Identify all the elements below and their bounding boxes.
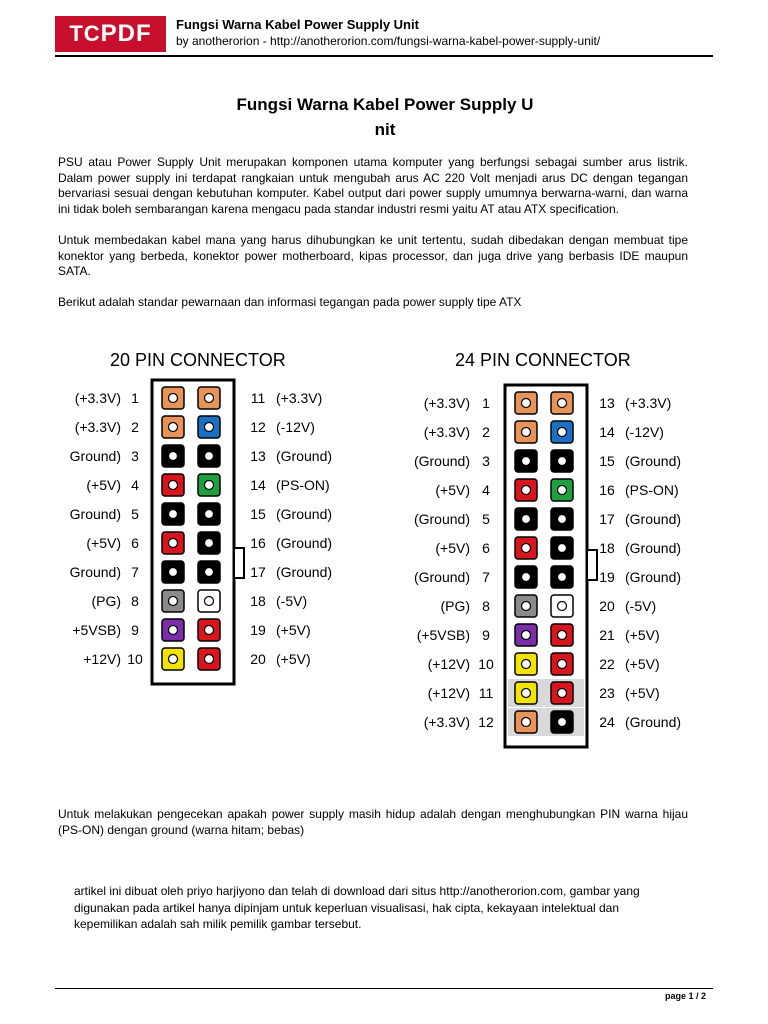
connector20-num-13: 13: [250, 448, 266, 464]
connector24-pin-6-hole: [522, 544, 531, 553]
connector20-latch: [234, 548, 244, 578]
connector24-pin-24-hole: [558, 718, 567, 727]
credit-note: artikel ini dibuat oleh priyo harjiyono dan telah di download dari situs http://anotherorion.com, gambar yang digunakan pada artikel hanya dipinjam untuk keperluan visualisasi, hak cipta, kekayaan intelektual dan kepemilikan adalah sah milik pemilik gambar tersebut.: [74, 884, 640, 931]
connector24-num-1: 1: [482, 395, 490, 411]
paragraph-connectors: Untuk membedakan kabel mana yang harus dihubungkan ke unit tertentu, sudah dibedakan dengan membuat tipe konektor yang berbeda, konektor power motherboard, kipas processor, dan juga drive yang berbasis IDE maupun SATA.: [58, 233, 688, 278]
connector24-pin-21-hole: [558, 631, 567, 640]
connector20-num-18: 18: [250, 593, 266, 609]
connector24-label-20: (-5V): [625, 598, 657, 614]
connector24-label-16: (PS-ON): [625, 482, 679, 498]
connector24-label-3: (Ground): [413, 453, 470, 469]
connector20-num-16: 16: [250, 535, 266, 551]
connector24-num-2: 2: [482, 424, 490, 440]
connector24-pin-22-hole: [558, 660, 567, 669]
connector20-pin-15-hole: [205, 510, 214, 519]
connector20-num-7: 7: [131, 564, 139, 580]
connector20-pin-10-hole: [169, 655, 178, 664]
connector20-num-4: 4: [131, 477, 139, 493]
connector24-num-3: 3: [482, 453, 490, 469]
connector20-label-17: (Ground): [276, 564, 333, 580]
connector24-label-9: (+5VSB): [416, 627, 470, 643]
connector24-label-7: (Ground): [413, 569, 470, 585]
connector20-label-4: (+5V): [86, 477, 121, 493]
connector20-num-12: 12: [250, 419, 266, 435]
connector24-label-10: (+12V): [427, 656, 470, 672]
header-subtitle: by anotherorion - http://anotherorion.com/fungsi-warna-kabel-power-supply-unit/: [176, 34, 601, 48]
connector20-num-20: 20: [250, 651, 266, 667]
connector24-label-2: (+3.3V): [423, 424, 470, 440]
connector24-num-6: 6: [482, 540, 490, 556]
connector20-pin-2-hole: [169, 423, 178, 432]
connector20-num-15: 15: [250, 506, 266, 522]
connector20-num-3: 3: [131, 448, 139, 464]
connector24-pin-18-hole: [558, 544, 567, 553]
connector24-num-22: 22: [599, 656, 615, 672]
connector20-pin-6-hole: [169, 539, 178, 548]
connector20-label-20: (+5V): [276, 651, 311, 667]
connector24-pin-19-hole: [558, 573, 567, 582]
connector24-num-16: 16: [599, 482, 615, 498]
connector24-label-11: (+12V): [427, 685, 470, 701]
connector24-pin-7-hole: [522, 573, 531, 582]
connector20-num-14: 14: [250, 477, 266, 493]
connector20-label-18: (-5V): [276, 593, 308, 609]
paragraph-standard: Berikut adalah standar pewarnaan dan informasi tegangan pada power supply tipe ATX: [58, 295, 522, 309]
paragraph-check: Untuk melakukan pengecekan apakah power supply masih hidup adalah dengan menghubungkan PIN warna hijau (PS-ON) dengan ground (warna hitam; bebas): [58, 807, 688, 837]
connector24-pin-13-hole: [558, 399, 567, 408]
connector24-num-13: 13: [599, 395, 615, 411]
connector24-label-18: (Ground): [625, 540, 682, 556]
connector24-label-22: (+5V): [625, 656, 660, 672]
connector24-pin-17-hole: [558, 515, 567, 524]
connector24-pin-11-hole: [522, 689, 531, 698]
connector24-num-4: 4: [482, 482, 490, 498]
connector24-title: 24 PIN CONNECTOR: [455, 350, 631, 370]
connector24-label-14: (-12V): [625, 424, 664, 440]
connector20-label-7: Ground): [69, 564, 121, 580]
connector24-num-7: 7: [482, 569, 490, 585]
connector20-num-2: 2: [131, 419, 139, 435]
connector20-pin-18-hole: [205, 597, 214, 606]
connector20-pin-9-hole: [169, 626, 178, 635]
connector24-pin-14-hole: [558, 428, 567, 437]
connector20-num-5: 5: [131, 506, 139, 522]
connector24-pin-1-hole: [522, 399, 531, 408]
page-number: page 1 / 2: [664, 991, 706, 1001]
connector24-num-24: 24: [599, 714, 615, 730]
connector24-label-19: (Ground): [625, 569, 682, 585]
connector24-label-5: (Ground): [413, 511, 470, 527]
connector24-num-14: 14: [599, 424, 615, 440]
connector20-num-11: 11: [250, 390, 266, 406]
paragraph-intro: PSU atau Power Supply Unit merupakan komponen utama komputer yang berfungsi sebagai sumber arus listrik. Dalam power supply ini terdapat rangkaian untuk mengubah arus AC 220 Volt menjadi arus DC dengan tegangan bervariasi sesuai dengan kebutuhan komputer. Kabel output dari power supply umumnya berwarna-warni, dan warna ini tidak boleh sembarangan karena mengacu pada standar industri resmi yaitu AT atau ATX specification.: [58, 155, 688, 216]
connector24-pin-8-hole: [522, 602, 531, 611]
connector20-label-16: (Ground): [276, 535, 333, 551]
connector24-num-20: 20: [599, 598, 615, 614]
connector20-num-8: 8: [131, 593, 139, 609]
connector20-label-9: +5VSB): [72, 622, 121, 638]
connector24-num-9: 9: [482, 627, 490, 643]
connector20-num-19: 19: [250, 622, 266, 638]
connector20-num-17: 17: [250, 564, 266, 580]
connector20-num-1: 1: [131, 390, 139, 406]
connector20-pin-8-hole: [169, 597, 178, 606]
connector20-label-8: (PG): [91, 593, 121, 609]
connector24-latch: [587, 550, 597, 580]
connector20-label-10: +12V): [83, 651, 121, 667]
connector20-pin-4-hole: [169, 481, 178, 490]
connector24-label-8: (PG): [440, 598, 470, 614]
connector24-pin-10-hole: [522, 660, 531, 669]
connector24-label-12: (+3.3V): [423, 714, 470, 730]
connector24-pin-9-hole: [522, 631, 531, 640]
connector20-num-9: 9: [131, 622, 139, 638]
footer-rule: [55, 988, 713, 989]
connector20-label-19: (+5V): [276, 622, 311, 638]
connector24-label-21: (+5V): [625, 627, 660, 643]
connector20-pin-17-hole: [205, 568, 214, 577]
connector20-label-5: Ground): [69, 506, 121, 522]
connector24-pin-2-hole: [522, 428, 531, 437]
connector24-label-1: (+3.3V): [423, 395, 470, 411]
connector24-label-24: (Ground): [625, 714, 682, 730]
connector24-pin-12-hole: [522, 718, 531, 727]
connector20-pin-5-hole: [169, 510, 178, 519]
connector20-label-3: Ground): [69, 448, 121, 464]
connector24-num-17: 17: [599, 511, 615, 527]
connector20-label-13: (Ground): [276, 448, 333, 464]
logo-tc-text: TC: [69, 21, 101, 46]
connector24-pin-5-hole: [522, 515, 531, 524]
connector24-label-6: (+5V): [435, 540, 470, 556]
header-title: Fungsi Warna Kabel Power Supply Unit: [176, 17, 419, 32]
connector20-num-6: 6: [131, 535, 139, 551]
connector24-num-15: 15: [599, 453, 615, 469]
connector20-pin-1-hole: [169, 394, 178, 403]
connector24-num-21: 21: [599, 627, 615, 643]
connector24-label-15: (Ground): [625, 453, 682, 469]
connector24-pin-16-hole: [558, 486, 567, 495]
connector20-title: 20 PIN CONNECTOR: [110, 350, 286, 370]
connector20-pin-11-hole: [205, 394, 214, 403]
document-title-line2: nit: [374, 120, 396, 139]
connector20-pin-12-hole: [205, 423, 214, 432]
connector24-pin-20-hole: [558, 602, 567, 611]
connector24-pin-3-hole: [522, 457, 531, 466]
connector24-num-18: 18: [599, 540, 615, 556]
connector20-label-14: (PS-ON): [276, 477, 330, 493]
connector20-label-12: (-12V): [276, 419, 315, 435]
connector24-label-23: (+5V): [625, 685, 660, 701]
connector24-pin-15-hole: [558, 457, 567, 466]
connector24-num-8: 8: [482, 598, 490, 614]
logo-pdf-text: PDF: [100, 20, 152, 47]
document-title-line1: Fungsi Warna Kabel Power Supply U: [236, 95, 534, 114]
connector20-num-10: 10: [127, 651, 143, 667]
connector24-num-12: 12: [478, 714, 494, 730]
connector20-label-6: (+5V): [86, 535, 121, 551]
connector24-label-13: (+3.3V): [625, 395, 672, 411]
connector24-label-4: (+5V): [435, 482, 470, 498]
connector24-pin-4-hole: [522, 486, 531, 495]
connector20-label-1: (+3.3V): [74, 390, 121, 406]
connector20-label-15: (Ground): [276, 506, 333, 522]
connector20-pin-7-hole: [169, 568, 178, 577]
connector20-label-2: (+3.3V): [74, 419, 121, 435]
connector24-num-5: 5: [482, 511, 490, 527]
connector20-pin-3-hole: [169, 452, 178, 461]
connector24-num-19: 19: [599, 569, 615, 585]
connector20-pin-14-hole: [205, 481, 214, 490]
connector24-num-23: 23: [599, 685, 615, 701]
connector24-num-11: 11: [478, 685, 494, 701]
connector20-label-11: (+3.3V): [276, 390, 323, 406]
connector20-pin-19-hole: [205, 626, 214, 635]
connector20-pin-20-hole: [205, 655, 214, 664]
connector20-pin-13-hole: [205, 452, 214, 461]
connector24-label-17: (Ground): [625, 511, 682, 527]
connector24-num-10: 10: [478, 656, 494, 672]
connector24-pin-23-hole: [558, 689, 567, 698]
connector20-pin-16-hole: [205, 539, 214, 548]
